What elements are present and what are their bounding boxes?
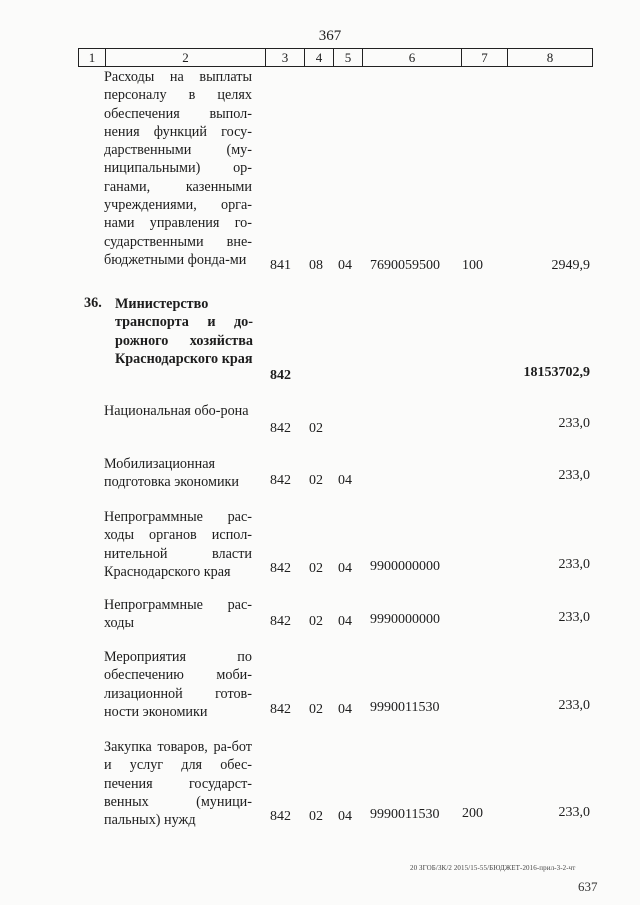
row-code-expense-type: 200	[462, 806, 483, 821]
table-row-description: Непрограммные рас-ходы	[104, 597, 252, 632]
table-row-description: Закупка товаров, ра-бот и услуг для обес-печения государст-венных (муници-пальных) нужд	[104, 739, 252, 829]
row-code-ministry: 842	[270, 421, 291, 436]
header-col-4: 4	[304, 49, 333, 66]
header-col-5: 5	[333, 49, 362, 66]
row-number: 36.	[84, 295, 102, 311]
row-code-ministry: 842	[270, 614, 291, 629]
table-header-row	[78, 48, 593, 67]
row-code-section: 02	[309, 561, 323, 576]
row-amount: 233,0	[558, 698, 590, 713]
row-code-section: 02	[309, 473, 323, 488]
table-row-description: Национальная обо-рона	[104, 403, 249, 419]
row-code-subsection: 04	[338, 809, 352, 824]
row-amount: 233,0	[558, 468, 590, 483]
row-code-subsection: 04	[338, 702, 352, 717]
row-code-subsection: 04	[338, 258, 352, 273]
row-code-subsection: 04	[338, 614, 352, 629]
header-col-6: 6	[362, 49, 461, 66]
row-code-section: 02	[309, 421, 323, 436]
table-row-description: Министерство транспорта и до-рожного хозяйства Краснодарского края	[115, 296, 253, 367]
row-amount: 233,0	[558, 805, 590, 820]
row-amount: 18153702,9	[523, 365, 590, 380]
row-code-target: 9990011530	[370, 807, 440, 822]
table-row-description: Мобилизационная подготовка экономики	[104, 456, 240, 491]
header-col-7: 7	[461, 49, 507, 66]
row-code-ministry: 842	[270, 809, 291, 824]
row-code-section: 02	[309, 614, 323, 629]
table-row-description: Расходы на выплаты персоналу в целях обеспечения выпол-нения функций госу-дарственными (му-ниципальными) ор-ганами, казенными учреждениями, орга-нами управления го-сударственными вне-бюджетными фонда-ми	[104, 69, 252, 268]
row-code-ministry: 841	[270, 258, 291, 273]
header-col-3: 3	[265, 49, 304, 66]
row-code-target: 9900000000	[370, 559, 440, 574]
table-row-description: Мероприятия по обеспечению моби-лизационной готов-ности экономики	[104, 649, 252, 720]
page-number-top: 367	[318, 28, 342, 44]
row-code-section: 02	[309, 702, 323, 717]
page-number-bottom: 637	[578, 879, 598, 894]
row-code-ministry: 842	[270, 368, 291, 383]
row-amount: 2949,9	[551, 258, 590, 273]
row-code-ministry: 842	[270, 561, 291, 576]
row-code-subsection: 04	[338, 561, 352, 576]
row-code-section: 08	[309, 258, 323, 273]
row-code-ministry: 842	[270, 702, 291, 717]
row-code-target: 9990000000	[370, 612, 440, 627]
row-code-target: 9990011530	[370, 700, 440, 715]
header-col-8: 8	[507, 49, 592, 66]
header-col-1: 1	[88, 50, 96, 65]
row-code-ministry: 842	[270, 473, 291, 488]
table-row-description: Непрограммные рас-ходы органов испол-нительной власти Краснодарского края	[104, 509, 252, 580]
row-code-target: 7690059500	[370, 258, 440, 273]
header-col-2: 2	[105, 49, 265, 66]
row-amount: 233,0	[558, 557, 590, 572]
row-amount: 233,0	[558, 610, 590, 625]
row-code-expense-type: 100	[462, 258, 483, 273]
row-code-subsection: 04	[338, 473, 352, 488]
footer-document-code: 20 ЗГОБ/ЗК/2 2015/15-55/БЮДЖЕТ-2016-прил-3-2-чт	[410, 864, 576, 872]
row-amount: 233,0	[558, 416, 590, 431]
row-code-section: 02	[309, 809, 323, 824]
